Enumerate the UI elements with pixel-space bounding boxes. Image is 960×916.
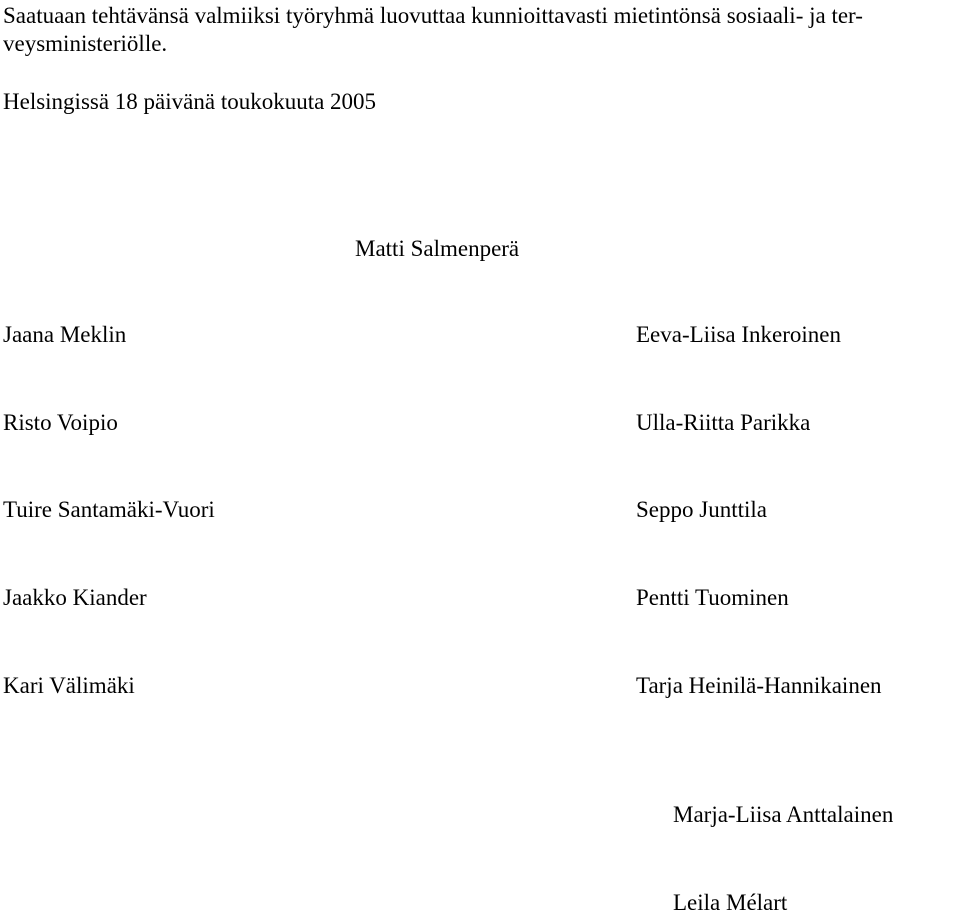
member-signature: Pentti Tuominen <box>636 585 789 610</box>
intro-text-line-2: veysministeriölle. <box>3 31 168 56</box>
member-signature: Kari Välimäki <box>3 673 135 698</box>
member-signature: Seppo Junttila <box>636 497 767 522</box>
member-signature: Eeva-Liisa Inkeroinen <box>636 322 841 347</box>
member-signature: Jaakko Kiander <box>3 585 147 610</box>
chair-signature: Matti Salmenperä <box>355 236 520 261</box>
secretary-signature: Marja-Liisa Anttalainen <box>673 802 894 827</box>
member-signature: Ulla-Riitta Parikka <box>636 410 811 435</box>
date-line: Helsingissä 18 päivänä toukokuuta 2005 <box>3 89 377 114</box>
intro-text-line-1: Saatuaan tehtävänsä valmiiksi työryhmä luovuttaa kunnioittavasti mietintönsä sosiaali- ja ter- <box>3 3 863 28</box>
secretary-signature: Leila Mélart <box>673 890 788 915</box>
member-signature: Risto Voipio <box>3 410 118 435</box>
member-signature: Jaana Meklin <box>3 322 127 347</box>
member-signature: Tuire Santamäki-Vuori <box>3 497 215 522</box>
member-signature: Tarja Heinilä-Hannikainen <box>636 673 882 698</box>
